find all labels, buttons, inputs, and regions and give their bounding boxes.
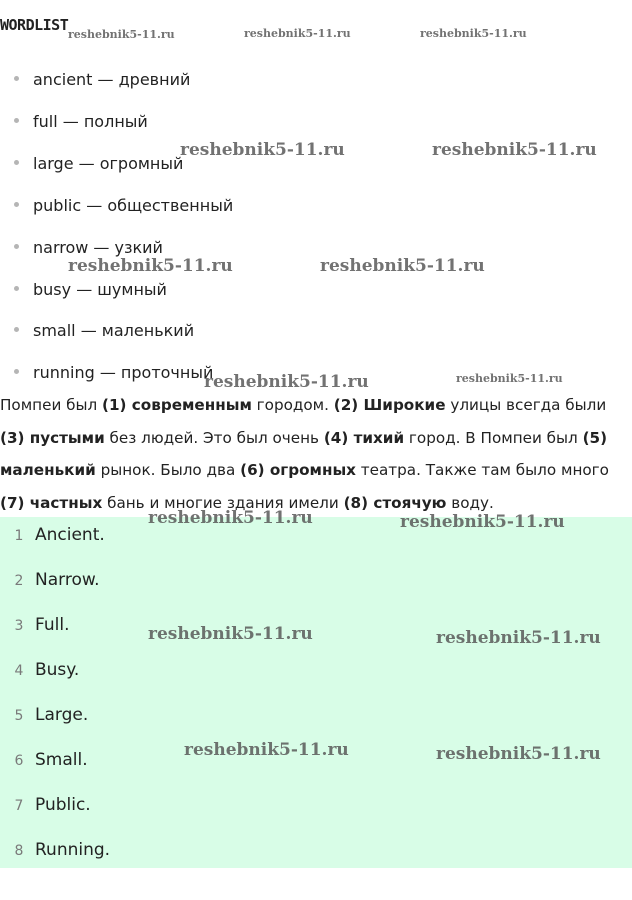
paragraph-answer: (7) частных	[0, 493, 103, 512]
answer-number: 6	[14, 753, 24, 769]
bullet-icon	[14, 369, 19, 374]
paragraph-text: Помпеи был	[0, 396, 103, 414]
bullet-icon	[14, 286, 19, 291]
answer-text: Busy.	[35, 660, 80, 680]
watermark: reshebnik5-11.ru	[244, 27, 351, 40]
paragraph-answer: (3) пустыми	[0, 428, 105, 447]
bullet-icon	[14, 118, 19, 123]
watermark: reshebnik5-11.ru	[68, 256, 233, 276]
answer-number: 7	[14, 798, 24, 814]
paragraph-answer: (5) маленький	[0, 428, 608, 479]
watermark: reshebnik5-11.ru	[148, 508, 313, 528]
watermark: reshebnik5-11.ru	[432, 140, 597, 160]
answer-text: Small.	[35, 750, 88, 770]
answer-text: Public.	[35, 795, 91, 815]
watermark: reshebnik5-11.ru	[204, 372, 369, 392]
answers-panel	[0, 517, 632, 868]
watermark: reshebnik5-11.ru	[456, 372, 563, 385]
answer-number: 1	[14, 528, 24, 544]
answer-number: 3	[14, 618, 24, 634]
paragraph-answer: (1) современным	[102, 396, 252, 414]
bullet-icon	[14, 202, 19, 207]
bullet-icon	[14, 160, 19, 165]
answer-number: 8	[14, 843, 24, 859]
paragraph-answer: (8) стоячую	[343, 493, 447, 512]
watermark: reshebnik5-11.ru	[436, 628, 601, 648]
paragraph-text: улицы всегда были	[445, 396, 607, 414]
paragraph-text: театра. Также там было много	[355, 461, 609, 479]
wordlist-heading: WORDLIST	[0, 16, 69, 34]
watermark: reshebnik5-11.ru	[184, 740, 349, 760]
paragraph-answer: (4) тихий	[323, 428, 405, 447]
watermark: reshebnik5-11.ru	[68, 28, 175, 41]
watermark: reshebnik5-11.ru	[148, 624, 313, 644]
bullet-icon	[14, 327, 19, 332]
answer-number: 2	[14, 573, 24, 589]
answer-number: 4	[14, 663, 24, 679]
paragraph-text: рынок. Было два	[95, 461, 241, 479]
paragraph-text: без людей. Это был очень	[104, 428, 324, 447]
watermark: reshebnik5-11.ru	[400, 512, 565, 532]
answer-text: Full.	[35, 615, 70, 635]
paragraph-text: воду.	[446, 493, 494, 512]
watermark: reshebnik5-11.ru	[320, 256, 485, 276]
watermark: reshebnik5-11.ru	[436, 744, 601, 764]
answer-text: Ancient.	[35, 525, 105, 545]
bullet-icon	[14, 244, 19, 249]
paragraph-text: бань и многие здания имели	[102, 493, 344, 512]
answer-text: Large.	[35, 705, 89, 725]
paragraph-text: город. В Помпеи был	[404, 428, 583, 447]
paragraph-answer: (6) огромных	[240, 461, 356, 479]
bullet-icon	[14, 76, 19, 81]
watermark: reshebnik5-11.ru	[180, 140, 345, 160]
answer-text: Running.	[35, 840, 111, 860]
paragraph-answer: (2) Широкие	[333, 396, 446, 414]
answer-number: 5	[14, 708, 24, 724]
story-paragraph	[0, 389, 610, 519]
answer-text: Narrow.	[35, 570, 100, 590]
watermark: reshebnik5-11.ru	[420, 27, 527, 40]
paragraph-text: городом.	[251, 396, 334, 414]
